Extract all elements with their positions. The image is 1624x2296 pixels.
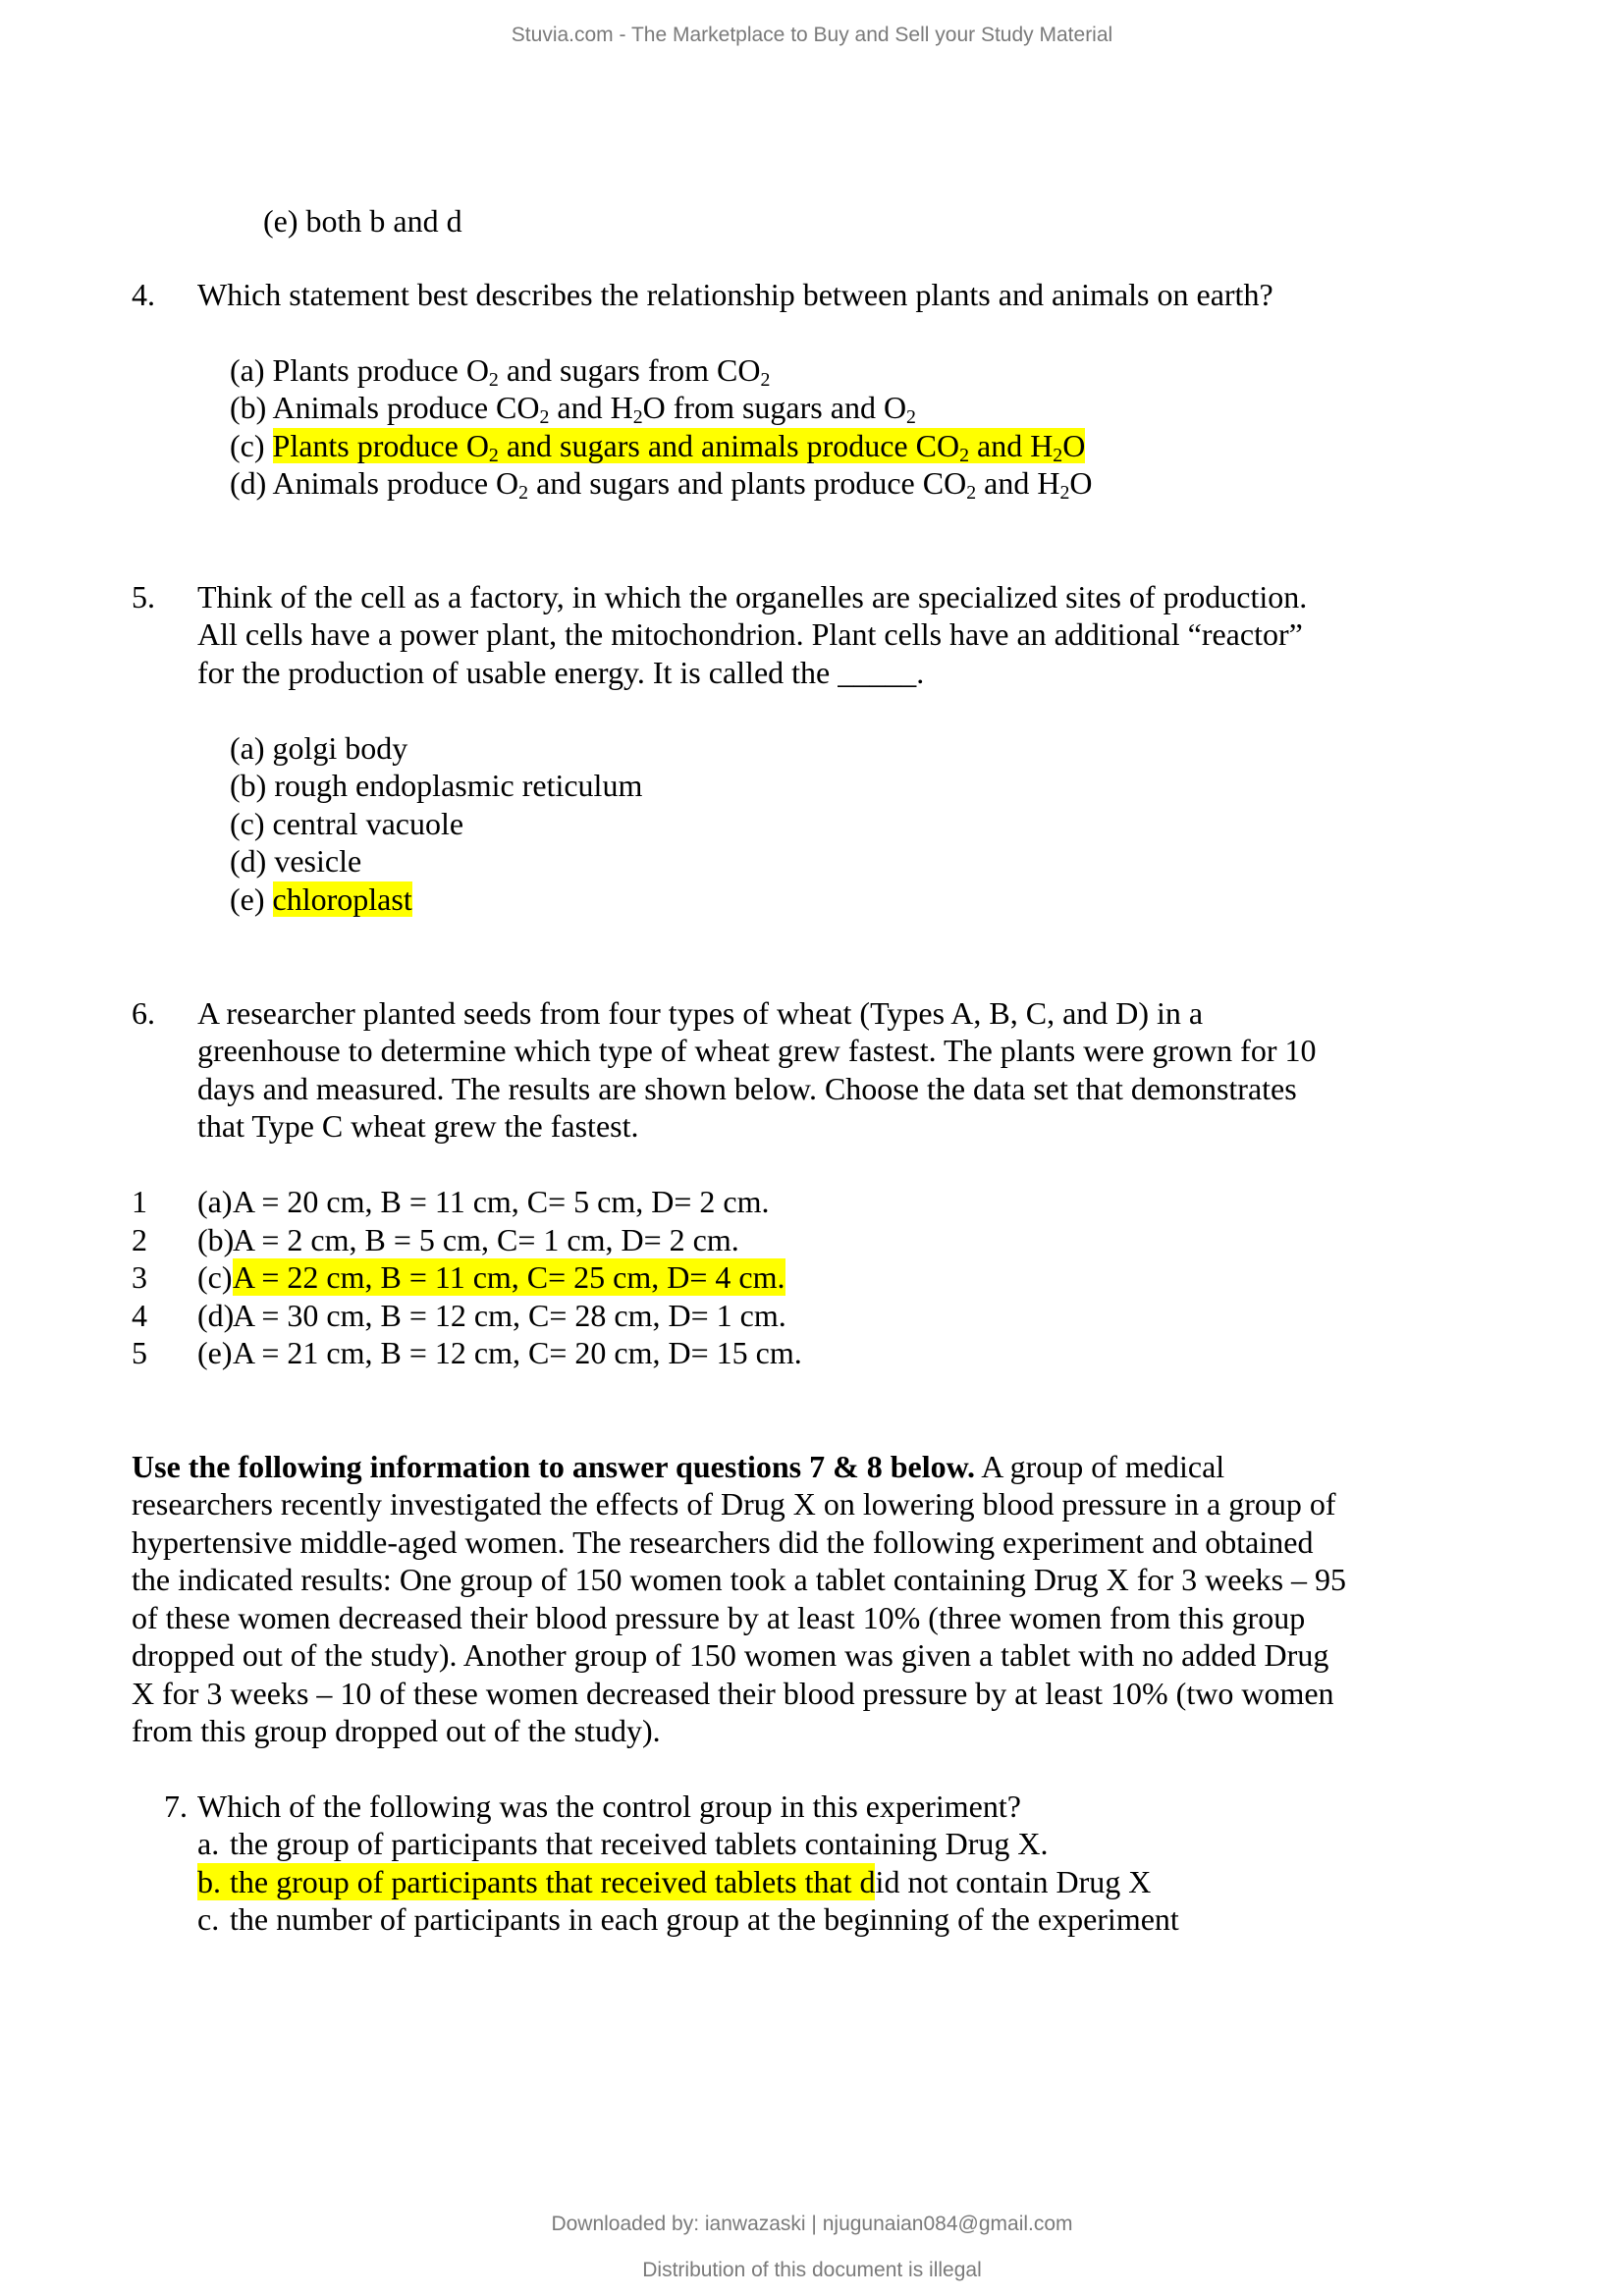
q6-row-number: 1 xyxy=(132,1184,147,1219)
q5-number: 5. xyxy=(132,579,155,614)
q7-option-b: the group of participants that received tablets that did not contain Drug X xyxy=(230,1864,1152,1899)
q4-answer-highlight: Plants produce $O_2$ and sugars and animals produce $CO_2$ and $H_2O$ xyxy=(272,428,1086,466)
q7-option-a: the group of participants that received tablets containing Drug X. xyxy=(230,1826,1049,1861)
q4-stem: Which statement best describes the relationship between plants and animals on earth? xyxy=(197,277,1273,312)
q6-row-number: 5 xyxy=(132,1335,147,1370)
q4-option-c: (c) Plants produce $O_2$ and sugars and animals produce $CO_2$ and $H_2O$ xyxy=(230,428,1086,466)
q6-option-label: (b) xyxy=(197,1222,235,1257)
q6-option-e: A = 21 cm, B = 12 cm, C= 20 cm, D= 15 cm. xyxy=(233,1335,802,1370)
q6-line-3: days and measured. The results are shown below. Choose the data set that demonstrates xyxy=(197,1071,1297,1106)
q6-row-number: 3 xyxy=(132,1259,147,1295)
q5-line-3: for the production of usable energy. It is called the _____. xyxy=(197,655,925,690)
page-header: Stuvia.com - The Marketplace to Buy and Sell your Study Material xyxy=(511,24,1113,46)
footer-distribution: Distribution of this document is illegal xyxy=(642,2259,982,2281)
info-line: dropped out of the study). Another group of 150 women was given a tablet with no added Drug xyxy=(132,1637,1329,1673)
q5-option-c: (c) central vacuole xyxy=(230,806,464,841)
info-line: from this group dropped out of the study). xyxy=(132,1713,661,1748)
q6-option-label: (c) xyxy=(197,1259,233,1295)
q6-line-1: A researcher planted seeds from four types of wheat (Types A, B, C, and D) in a xyxy=(197,995,1204,1031)
q7-number: 7. xyxy=(164,1789,188,1824)
q7-option-c: the number of participants in each group at the beginning of the experiment xyxy=(230,1901,1179,1937)
q7-option-label: b. xyxy=(197,1864,221,1899)
q6-option-label: (e) xyxy=(197,1335,233,1370)
info-line: researchers recently investigated the effects of Drug X on lowering blood pressure in a group of xyxy=(132,1486,1336,1522)
q6-number: 6. xyxy=(132,995,155,1031)
q5-option-b: (b) rough endoplasmic reticulum xyxy=(230,768,643,803)
q5-option-e: (e) chloroplast xyxy=(230,881,412,917)
q6-line-4: that Type C wheat grew the fastest. xyxy=(197,1108,639,1144)
q6-row-number: 2 xyxy=(132,1222,147,1257)
q7-stem: Which of the following was the control group in this experiment? xyxy=(197,1789,1021,1824)
q4-number: 4. xyxy=(132,277,155,312)
q5-answer-highlight: chloroplast xyxy=(272,881,412,917)
q6-option-c-highlight: A = 22 cm, B = 11 cm, C= 25 cm, D= 4 cm. xyxy=(233,1259,785,1295)
q6-option-label: (a) xyxy=(197,1184,233,1219)
q4-option-b: (b) Animals produce $CO_2$ and $H_2O$ from sugars and $O_2$ xyxy=(230,390,916,428)
q7-option-label: c. xyxy=(197,1901,220,1937)
q6-option-b: A = 2 cm, B = 5 cm, C= 1 cm, D= 2 cm. xyxy=(233,1222,739,1257)
info-line-1: Use the following information to answer questions 7 & 8 below. A group of medical xyxy=(132,1449,1225,1484)
info-line: hypertensive middle-aged women. The researchers did the following experiment and obtained xyxy=(132,1524,1314,1560)
q6-option-a: A = 20 cm, B = 11 cm, C= 5 cm, D= 2 cm. xyxy=(233,1184,770,1219)
q5-option-d: (d) vesicle xyxy=(230,843,362,879)
q4-option-a: (a) Plants produce $O_2$ and sugars from $CO_2$ xyxy=(230,352,771,391)
q6-option-label: (d) xyxy=(197,1298,235,1333)
footer-downloaded: Downloaded by: ianwazaski | njugunaian084@gmail.com xyxy=(551,2213,1073,2235)
info-lead: Use the following information to answer questions 7 & 8 below. xyxy=(132,1449,975,1484)
q7-option-label: a. xyxy=(197,1826,220,1861)
q6-line-2: greenhouse to determine which type of wheat grew fastest. The plants were grown for 10 xyxy=(197,1033,1317,1068)
q6-row-number: 4 xyxy=(132,1298,147,1333)
q5-option-a: (a) golgi body xyxy=(230,730,408,766)
q3-option-e: (e) both b and d xyxy=(263,203,462,239)
info-line: the indicated results: One group of 150 women took a tablet containing Drug X for 3 weeks – 95 xyxy=(132,1562,1347,1597)
q5-line-2: All cells have a power plant, the mitochondrion. Plant cells have an additional “reactor” xyxy=(197,616,1303,652)
q7-option-b-highlight xyxy=(197,1863,1152,1900)
q4-option-d: (d) Animals produce $O_2$ and sugars and plants produce $CO_2$ and $H_2O$ xyxy=(230,465,1093,504)
q5-line-1: Think of the cell as a factory, in which the organelles are specialized sites of production. xyxy=(197,579,1308,614)
info-line: of these women decreased their blood pressure by at least 10% (three women from this group xyxy=(132,1600,1306,1635)
q6-option-d: A = 30 cm, B = 12 cm, C= 28 cm, D= 1 cm. xyxy=(233,1298,786,1333)
info-line: X for 3 weeks – 10 of these women decreased their blood pressure by at least 10% (two women xyxy=(132,1676,1334,1711)
